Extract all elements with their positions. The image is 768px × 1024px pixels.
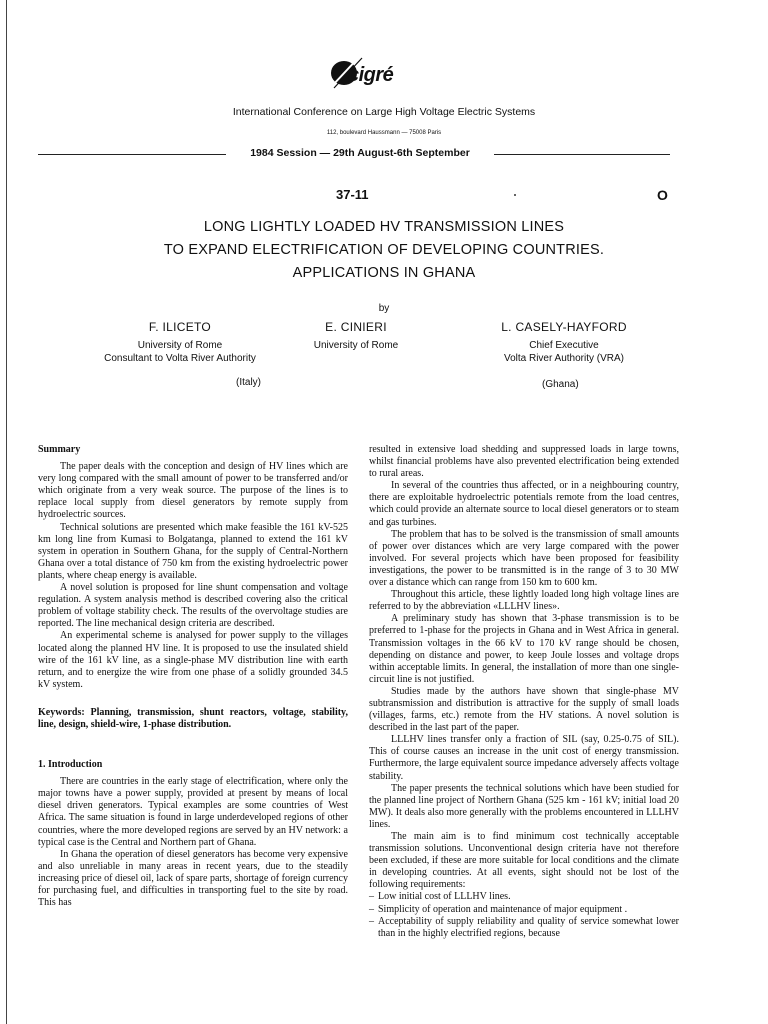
author-name: F. ILICETO [148, 320, 212, 334]
session-text: 1984 Session — 29th August-6th September [250, 147, 470, 159]
body-paragraph: Studies made by the authors have shown that single-phase MV subtransmission and distribution is attractive for the supply of small loads (villages, farms, etc.) remote from the HV stations. A novel solution is described in the last part of the paper. [369, 685, 679, 734]
by-label: by [378, 303, 390, 314]
country-ghana: (Ghana) [542, 379, 579, 390]
summary-paragraph: An experimental scheme is analysed for power supply to the villages located along the planned HV line. It is proposed to use the insulated shield wire of the 161 kV line, as a single-phase MV distribution line with earth return, and to energize the wire from one phase of a solidly grounded 34.5 kV system. [38, 630, 348, 690]
summary-paragraph: Technical solutions are presented which make feasible the 161 kV-525 km long line from Kumasi to Bolgatanga, planned to extend the 161 kV system in operation in Southern Ghana, for the supply of Central-Northern Ghana over a total distance of 750 km from the existing hydroelectric power plants, where cheap energy is available. [38, 521, 348, 581]
cigre-logo [326, 52, 446, 92]
summary-paragraph: The paper deals with the conception and design of HV lines which are very long compared with the small amount of power to be transferred and/or which originate from a very weak source. The purpose of the lines is to replace local supply from diesel generators by remote supply from hydroelectric sources. [38, 461, 348, 521]
body-paragraph: resulted in extensive load shedding and suppressed loads in large towns, whilst financial problems have also prevented electrification being extended to rural areas. [369, 444, 679, 480]
intro-paragraph: There are countries in the early stage of electrification, where only the major towns have a power supply, provided at present by means of local diesel driven generators. Typical examples are some countries of West Africa. The same situation is found in large underdeveloped regions of other countries, where the more developed regions are served by an HV network: a typical case is the Central and Northern part of Ghana. [38, 776, 348, 848]
session-rule-right [494, 154, 670, 155]
keywords: Keywords: Planning, transmission, shunt reactors, voltage, stability, line, design, shield-wire, 1-phase distribution. [38, 706, 348, 730]
author-affiliation-1: University of Rome [313, 340, 399, 351]
corner-mark: O [657, 187, 668, 203]
body-paragraph: The main aim is to find minimum cost technically acceptable transmission solutions. Unconventional design criteria have not therefore been excluded, if these are more suitable for local conditions and the climate in developing countries. At all events, sight should not be lost of the following requirements: [369, 831, 679, 891]
author-name: E. CINIERI [325, 320, 387, 334]
body-paragraph: The problem that has to be solved is the transmission of small amounts of power over distances which are very large compared with the power involved. For several projects which have been proposed for feasibility investigations, the power to be transmitted is in the range of 3 to 30 MW over a distance which can range from 150 km to 600 km. [369, 528, 679, 589]
country-italy: (Italy) [236, 377, 261, 388]
summary-heading: Summary [38, 444, 81, 455]
session-rule-left [38, 154, 226, 155]
session-banner [38, 148, 670, 160]
requirement-item: – Acceptability of supply reliability and quality of service somewhat lower than in the highly electrified regions, because [369, 915, 679, 939]
right-column [369, 444, 679, 940]
requirement-item: – Low initial cost of LLLHV lines. [369, 891, 511, 903]
author-affiliation-2: Volta River Authority (VRA) [503, 353, 625, 364]
intro-paragraph: In Ghana the operation of diesel generators has become very expensive and also unreliable in many areas in recent years, due to the steadily increasing price of diesel oil, lack of spare parts, shortage of foreign currency for purchasing fuel, and difficulties in transporting fuel to the site by road. This has [38, 848, 348, 909]
title-line-2: TO EXPAND ELECTRIFICATION OF DEVELOPING COUNTRIES. [163, 242, 605, 258]
introduction-heading: 1. Introduction [38, 759, 103, 771]
conference-name: International Conference on Large High Voltage Electric Systems [232, 106, 536, 118]
body-paragraph: In several of the countries thus affected, or in a neighbouring country, there are exploitable hydroelectric potentials remote from the load centres, which could provide an alternate source to local diesel generators or to steam and gas turbines. [369, 480, 679, 528]
paper-number: 37-11 [336, 187, 369, 202]
body-paragraph: Throughout this article, these lightly loaded long high voltage lines are referred to by the abbreviation «LLLHV lines». [369, 589, 679, 613]
body-paragraph: LLLHV lines transfer only a fraction of SIL (say, 0.25-0.75 of SIL). This of course causes an increase in the unit cost of energy transmission. Furthermore, the large equivalent source impedance adversely affects voltage stability. [369, 734, 679, 782]
left-column [38, 444, 348, 909]
title-line-1: LONG LIGHTLY LOADED HV TRANSMISSION LINES [203, 219, 565, 235]
author-casely-hayford [434, 321, 694, 365]
author-affiliation-1: Chief Executive [529, 340, 599, 351]
conference-address: 112, boulevard Haussmann — 75008 Paris [326, 130, 442, 136]
body-paragraph: The paper presents the technical solutions which have been studied for the planned line project of Northern Ghana (525 km - 161 kV; initial load 20 MW). It deals also more generally with the problems encountered in LLLHV lines. [369, 782, 679, 830]
author-affiliation-1: University of Rome [137, 340, 223, 351]
stray-dot [514, 194, 516, 196]
summary-paragraph: A novel solution is proposed for line shunt compensation and voltage regulation. A system analysis method is described covering also the critical problem of voltage stability check. The results of the overvoltage studies are reported. The line mechanical design criteria are described. [38, 582, 348, 630]
author-affiliation-2: Consultant to Volta River Authority [104, 353, 256, 364]
body-paragraph: A preliminary study has shown that 3-phase transmission is to be preferred to 1-phase for the projects in Ghana and in West Africa in general. Transmission voltages in the 66 kV to 170 kV range should be chosen, depending on distance and power, to keep Joule losses and voltage drops within acceptable limits. In general, the installation of more than one single-circuit line is not justified. [369, 613, 679, 685]
title-line-3: APPLICATIONS IN GHANA [292, 265, 476, 281]
page-margin-line [6, 0, 7, 1024]
logo-text: cigré [348, 64, 394, 86]
author-name: L. CASELY-HAYFORD [501, 320, 627, 334]
requirement-item: – Simplicity of operation and maintenance of major equipment . [369, 903, 628, 915]
